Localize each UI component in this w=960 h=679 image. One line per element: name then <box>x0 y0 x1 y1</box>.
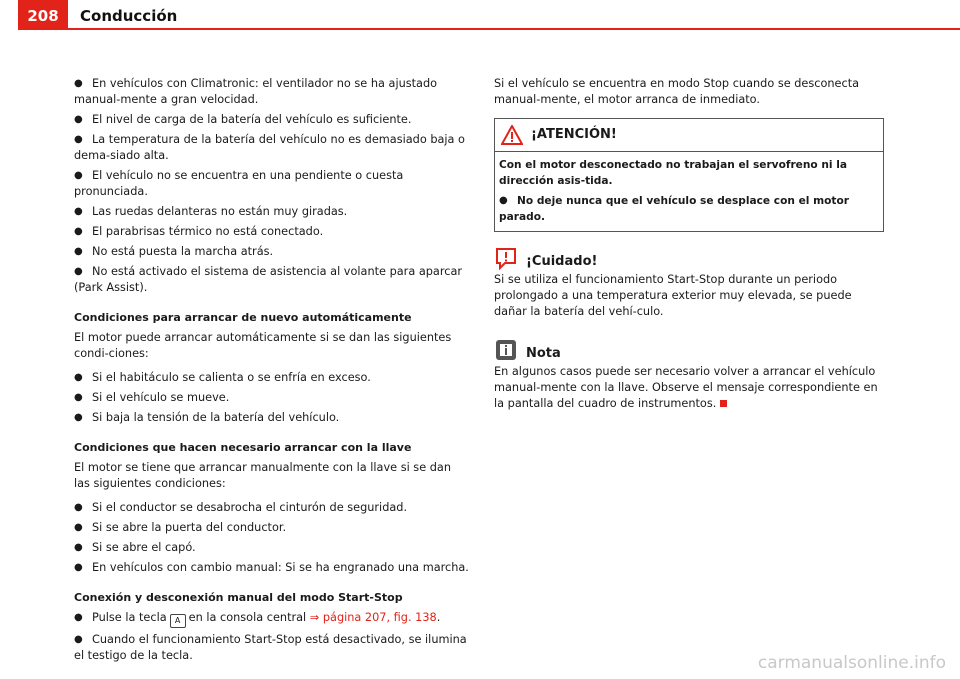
section-intro-auto-restart: El motor puede arrancar automáticamente si se dan las siguientes condi-ciones: <box>74 331 452 360</box>
list-item-text: El parabrisas térmico no está conectado. <box>92 225 324 238</box>
bullet-dot: ● <box>74 246 83 257</box>
warning-body <box>495 152 883 231</box>
list-item <box>74 610 470 628</box>
warning-bullet <box>499 193 877 225</box>
bullet-list-key-start <box>74 500 470 576</box>
list-item <box>74 112 470 128</box>
list-item <box>74 204 470 220</box>
warning-text: Con el motor desconectado no trabajan el servofreno ni la dirección asis-tida. <box>499 159 848 187</box>
right-column <box>494 76 884 420</box>
list-item-text: El vehículo no se encuentra en una pendiente o cuesta pronunciada. <box>74 169 404 198</box>
list-item <box>74 224 470 240</box>
section-heading-auto-restart: Condiciones para arrancar de nuevo automáticamente <box>74 311 412 324</box>
list-item-text: Si el vehículo se mueve. <box>92 391 230 404</box>
list-item-text: Las ruedas delanteras no están muy giradas. <box>92 205 348 218</box>
list-item <box>74 560 470 576</box>
list-item-text: En vehículos con cambio manual: Si se ha engranado una marcha. <box>92 561 469 574</box>
list-item-text: El nivel de carga de la batería del vehículo es suficiente. <box>92 113 412 126</box>
list-item-text: Pulse la tecla <box>92 611 167 624</box>
list-item-text: Si baja la tensión de la batería del vehículo. <box>92 411 340 424</box>
list-item <box>74 390 470 406</box>
bullet-dot: ● <box>74 562 83 573</box>
note-icon <box>494 338 518 362</box>
bullet-dot: ● <box>74 206 83 217</box>
list-item-text: Si se abre el capó. <box>92 541 196 554</box>
list-item <box>74 244 470 260</box>
warning-box <box>494 118 884 232</box>
note-text-content: En algunos casos puede ser necesario volver a arrancar el vehículo manual-mente con la llave. Observe el mensaje correspondiente en la pantalla del cuadro de instrumentos. <box>494 365 878 410</box>
watermark: carmanualsonline.info <box>757 653 946 673</box>
list-item-text: No está activado el sistema de asistencia al volante para aparcar (Park Assist). <box>74 265 463 294</box>
section-heading-manual-toggle: Conexión y desconexión manual del modo Start-Stop <box>74 591 403 604</box>
section-heading-key-start: Condiciones que hacen necesario arrancar con la llave <box>74 441 412 454</box>
list-item <box>74 264 470 296</box>
list-item-text: No deje nunca que el vehículo se desplace con el motor parado. <box>499 195 849 223</box>
bullet-dot: ● <box>74 612 83 623</box>
bullet-list-conditions <box>74 76 470 296</box>
note-header <box>494 338 884 362</box>
bullet-dot: ● <box>499 195 508 206</box>
caution-title: ¡Cuidado! <box>526 254 598 269</box>
list-item-text: No está puesta la marcha atrás. <box>92 245 274 258</box>
list-item-text: . <box>436 611 441 624</box>
list-item-text: Si se abre la puerta del conductor. <box>92 521 287 534</box>
bullet-dot: ● <box>74 170 83 181</box>
bullet-dot: ● <box>74 542 83 553</box>
page-number: 208 <box>18 0 68 30</box>
header-rule <box>18 28 960 30</box>
bullet-dot: ● <box>74 412 83 423</box>
section-intro-key-start: El motor se tiene que arrancar manualmente con la llave si se dan las siguientes condiciones: <box>74 461 451 490</box>
bullet-dot: ● <box>74 134 83 145</box>
list-item-text: Si el habitáculo se calienta o se enfría en exceso. <box>92 371 371 384</box>
list-item <box>74 540 470 556</box>
warning-triangle-icon <box>501 125 523 145</box>
warning-title: ¡ATENCIÓN! <box>531 127 617 142</box>
caution-header <box>494 246 884 270</box>
bullet-dot: ● <box>74 634 83 645</box>
bullet-dot: ● <box>74 114 83 125</box>
left-column <box>74 76 470 668</box>
bullet-list-auto-restart <box>74 370 470 426</box>
bullet-dot: ● <box>74 502 83 513</box>
list-item <box>74 410 470 426</box>
caution-icon <box>494 246 518 270</box>
list-item-text: En vehículos con Climatronic: el ventilador no se ha ajustado manual-mente a gran velocidad. <box>74 77 438 106</box>
list-item <box>74 168 470 200</box>
section-title: Conducción <box>80 7 178 25</box>
list-item <box>74 520 470 536</box>
stop-mode-intro: Si el vehículo se encuentra en modo Stop cuando se desconecta manual-mente, el motor arranca de inmediato. <box>494 77 860 106</box>
list-item-text: en la consola central <box>188 611 307 624</box>
list-item-text: Cuando el funcionamiento Start-Stop está desactivado, se ilumina el testigo de la tecla. <box>74 633 467 662</box>
note-text <box>494 364 884 412</box>
bullet-dot: ● <box>74 392 83 403</box>
end-of-section-mark <box>720 400 727 407</box>
warning-header <box>495 119 883 152</box>
list-item <box>74 370 470 386</box>
list-item <box>74 632 470 664</box>
bullet-dot: ● <box>74 226 83 237</box>
note-title: Nota <box>526 346 561 361</box>
list-item <box>74 132 470 164</box>
list-item-text: La temperatura de la batería del vehículo no es demasiado baja o dema-siado alta. <box>74 133 465 162</box>
bullet-dot: ● <box>74 78 83 89</box>
page-reference-link[interactable]: ⇒ página 207, fig. 138 <box>309 611 437 624</box>
list-item <box>74 76 470 108</box>
caution-text: Si se utiliza el funcionamiento Start-Stop durante un periodo prolongado a una temperatura exterior muy elevada, se puede dañar la batería del vehí-culo. <box>494 273 852 318</box>
start-stop-key-icon: A <box>170 614 186 628</box>
bullet-dot: ● <box>74 372 83 383</box>
list-item <box>74 500 470 516</box>
bullet-dot: ● <box>74 522 83 533</box>
bullet-dot: ● <box>74 266 83 277</box>
list-item-text: Si el conductor se desabrocha el cinturón de seguridad. <box>92 501 408 514</box>
page-header <box>0 0 960 30</box>
